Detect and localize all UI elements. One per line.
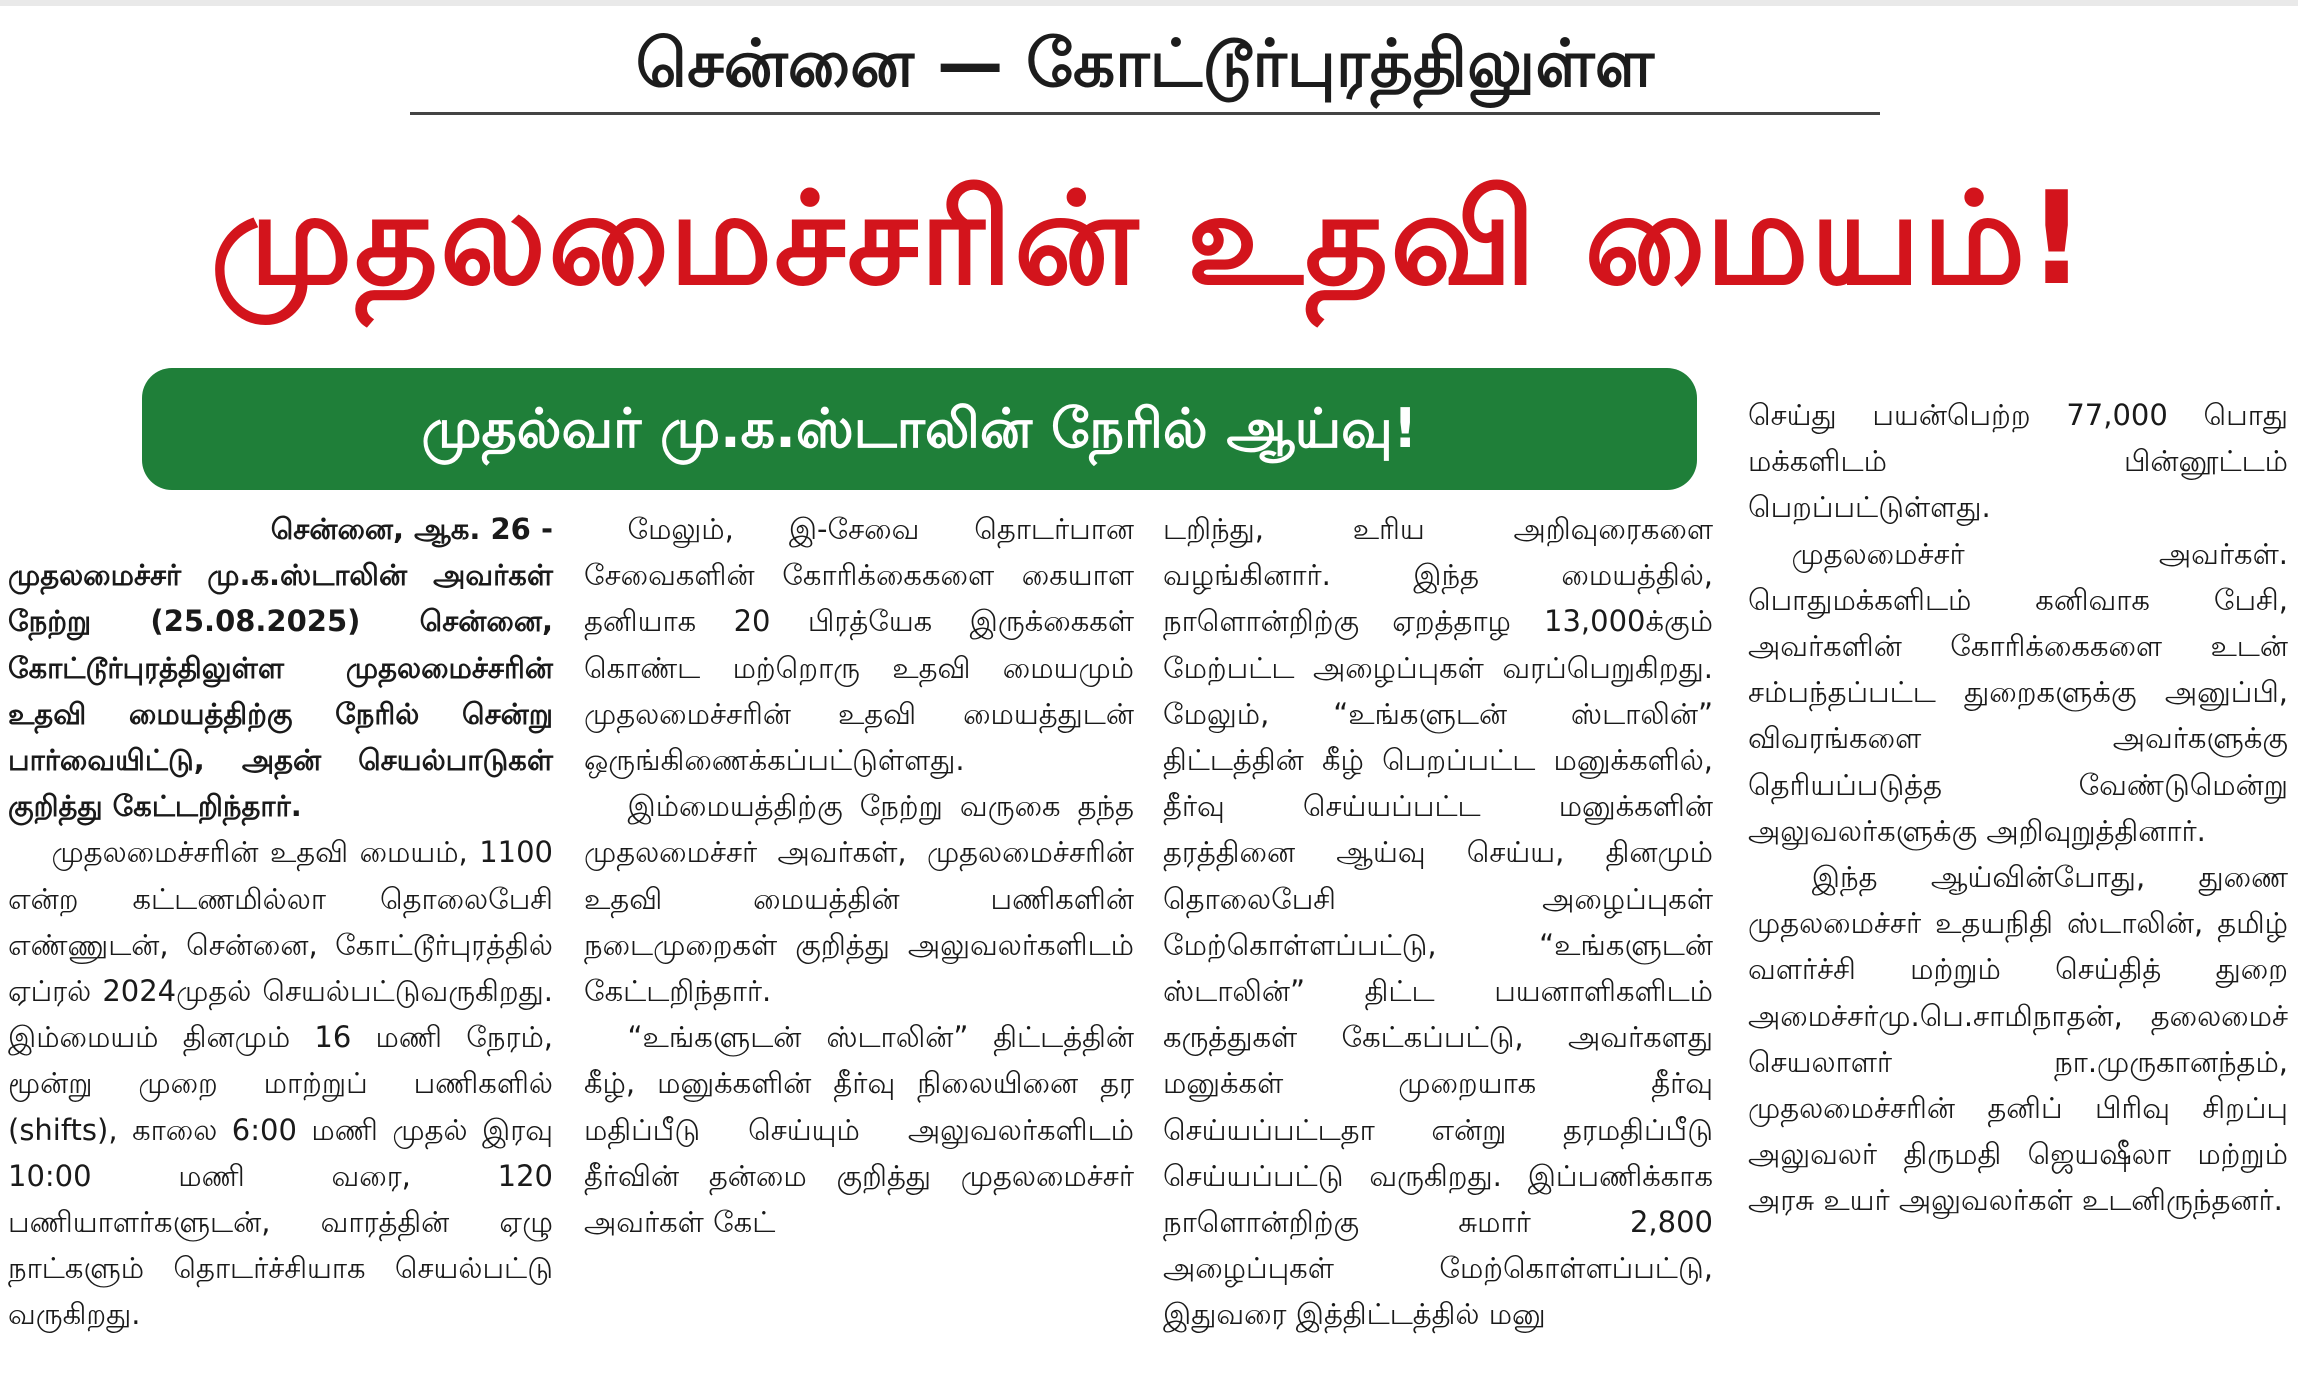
article-column-1 (8, 506, 553, 1338)
paragraph: முதலமைச்சரின் உதவி மையம், 1100 என்ற கட்டணமில்லா தொலைபேசி எண்ணுடன், சென்னை, கோட்டூர்புரத்தில் ஏப்ரல் 2024முதல் செயல்பட்டுவருகிறது. இம்மையம் தினமும் 16 மணி நேரம், மூன்று முறை மாற்றுப் பணிகளில் (shifts), காலை 6:00 மணி முதல் இரவு 10:00 மணி வரை, 120 பணியாளர்களுடன், வாரத்தின் ஏழு நாட்களும் தொடர்ச்சியாக செயல்பட்டு வருகிறது. (8, 835, 553, 1332)
subheadline-banner: முதல்வர் மு.க.ஸ்டாலின் நேரில் ஆய்வு! (142, 368, 1697, 490)
paragraph: இந்த ஆய்வின்போது, துணை முதலமைச்சர் உதயநிதி ஸ்டாலின், தமிழ் வளர்ச்சி மற்றும் செய்தித் துறை அமைச்சர்மு.பெ.சாமிநாதன், தலைமைச் செயலாளர் நா.முருகானந்தம், முதலமைச்சரின் தனிப் பிரிவு சிறப்பு அலுவலர் திருமதி ஜெயஷீலா மற்றும் அரசு உயர் அலுவலர்கள் உடனிருந்தனர். (1748, 860, 2288, 1218)
paragraph: மேலும், இ-சேவை தொடர்பான சேவைகளின் கோரிக்கைகளை கையாள தனியாக 20 பிரத்யேக இருக்கைகள் கொண்ட மற்றொரு உதவி மையமும் முதலமைச்சரின் உதவி மையத்துடன் ஒருங்கிணைக்கப்பட்டுள்ளது. (584, 512, 1134, 778)
paragraph: செய்து பயன்பெற்ற 77,000 பொது மக்களிடம் பின்னூட்டம் பெறப்பட்டுள்ளது. (1748, 398, 2288, 525)
paragraph: “உங்களுடன் ஸ்டாலின்” திட்டத்தின் கீழ், மனுக்களின் தீர்வு நிலையினை தர மதிப்பீடு செய்யும் அலுவலர்களிடம் தீர்வின் தன்மை குறித்து முதலமைச்சர் அவர்கள் கேட் (584, 1020, 1134, 1240)
lead-paragraph: முதலமைச்சர் மு.க.ஸ்டாலின் அவர்கள் நேற்று (25.08.2025) சென்னை, கோட்டூர்புரத்திலுள்ள முதலமைச்சரின் உதவி மையத்திற்கு நேரில் சென்று பார்வையிட்டு, அதன் செயல்பாடுகள் குறித்து கேட்டறிந்தார். (8, 558, 553, 824)
paragraph: இம்மையத்திற்கு நேற்று வருகை தந்த முதலமைச்சர் அவர்கள், முதலமைச்சரின் உதவி மையத்தின் பணிகளின் நடைமுறைகள் குறித்து அலுவலர்களிடம் கேட்டறிந்தார். (584, 789, 1134, 1009)
kicker-underline (410, 112, 1880, 115)
article-column-2 (584, 506, 1134, 1245)
article-column-3 (1163, 506, 1713, 1338)
dateline: சென்னை, ஆக. 26 - (270, 512, 553, 546)
top-border (0, 0, 2298, 6)
main-headline: முதலமைச்சரின் உதவி மையம்! (210, 165, 2088, 314)
article-column-4 (1748, 392, 2288, 1224)
kicker-heading: சென்னை — கோட்டூர்புரத்திலுள்ள (635, 25, 1655, 102)
paragraph: முதலமைச்சர் அவர்கள். பொதுமக்களிடம் கனிவாக பேசி, அவர்களின் கோரிக்கைகளை உடன் சம்பந்தப்பட்ட துறைகளுக்கு அனுப்பி, விவரங்களை அவர்களுக்கு தெரியப்படுத்த வேண்டுமென்று அலுவலர்களுக்கு அறிவுறுத்தினார். (1748, 536, 2288, 848)
paragraph: டறிந்து, உரிய அறிவுரைகளை வழங்கினார். இந்த மையத்தில், நாளொன்றிற்கு ஏறத்தாழ 13,000க்கும் மேற்பட்ட அழைப்புகள் வரப்பெறுகிறது. மேலும், “உங்களுடன் ஸ்டாலின்” திட்டத்தின் கீழ் பெறப்பட்ட மனுக்களில், தீர்வு செய்யப்பட்ட மனுக்களின் தரத்தினை ஆய்வு செய்ய, தினமும் தொலைபேசி அழைப்புகள் மேற்கொள்ளப்பட்டு, “உங்களுடன் ஸ்டாலின்” திட்ட பயனாளிகளிடம் கருத்துகள் கேட்கப்பட்டு, அவர்களது மனுக்கள் முறையாக தீர்வு செய்யப்பட்டதா என்று தரமதிப்பீடு செய்யப்பட்டு வருகிறது. இப்பணிக்காக நாளொன்றிற்கு சுமார் 2,800 அழைப்புகள் மேற்கொள்ளப்பட்டு, இதுவரை இத்திட்டத்தில் மனு (1163, 512, 1713, 1332)
